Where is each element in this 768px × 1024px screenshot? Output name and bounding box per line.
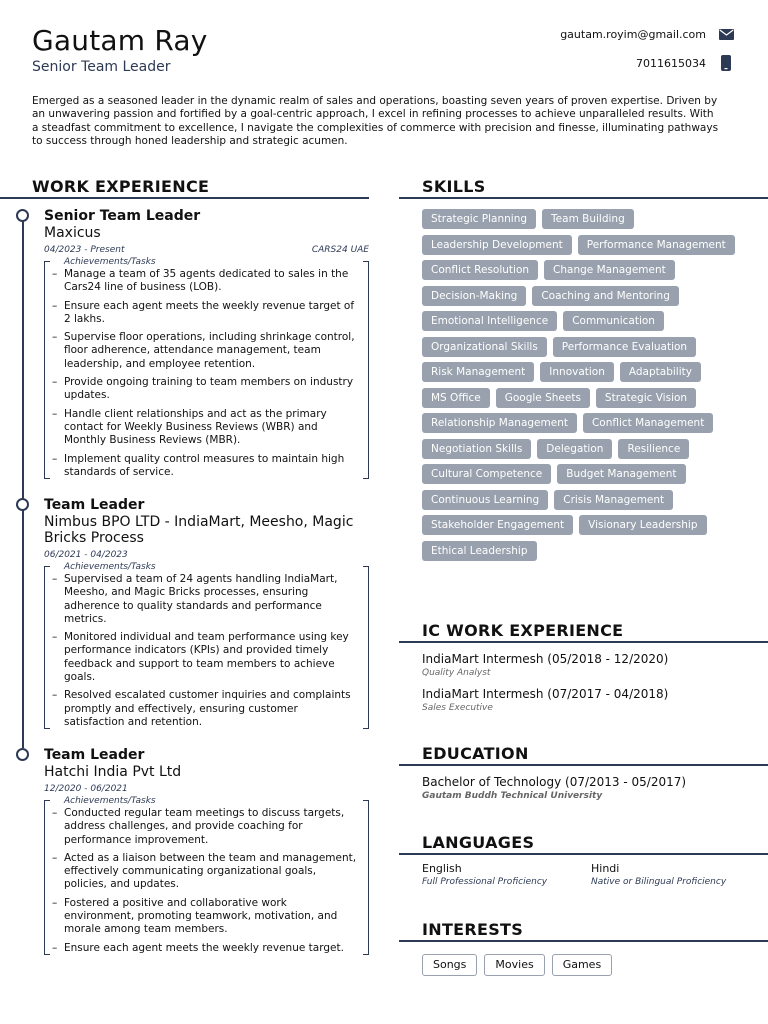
skill-tag: Stakeholder Engagement xyxy=(422,515,573,535)
job-title: Team Leader xyxy=(44,747,145,763)
section-title-skills: SKILLS xyxy=(422,177,486,196)
ic-work-item xyxy=(422,652,752,679)
achievement-item: – Supervised a team of 24 agents handling IndiaMart, Meesho, and Magic Bricks processes, ensuring adherence to quality standards and performance metrics. xyxy=(50,573,357,626)
skill-tag: Change Management xyxy=(544,260,675,280)
interest-tag: Games xyxy=(552,954,612,976)
achievements-box xyxy=(44,257,369,479)
section-divider xyxy=(399,764,768,766)
candidate-name: Gautam Ray xyxy=(32,24,208,57)
achievements-list xyxy=(50,573,357,729)
skill-tag: Continuous Learning xyxy=(422,490,548,510)
timeline-dot xyxy=(16,498,29,511)
section-divider xyxy=(399,197,768,199)
achievements-label: Achievements/Tasks xyxy=(64,796,156,806)
achievement-item: – Implement quality control measures to maintain high standards of service. xyxy=(50,453,357,480)
job-location: CARS24 UAE xyxy=(311,245,369,255)
achievement-item: – Ensure each agent meets the weekly revenue target. xyxy=(50,942,357,955)
interests-list xyxy=(422,954,612,976)
job-dates: 04/2023 - Present xyxy=(44,245,125,255)
ic-work-role: Quality Analyst xyxy=(422,668,491,678)
skill-tag: MS Office xyxy=(422,388,490,408)
timeline-line xyxy=(22,216,24,748)
phone-text[interactable]: 7011615034 xyxy=(636,56,706,70)
degree: Bachelor of Technology (07/2013 - 05/2017) xyxy=(422,775,687,789)
section-title-education: EDUCATION xyxy=(422,744,529,763)
achievement-item: – Resolved escalated customer inquiries and complaints promptly and effectively, ensuring customer satisfaction and retention. xyxy=(50,689,357,729)
achievement-item: – Provide ongoing training to team members on industry updates. xyxy=(50,376,357,403)
language-name: English xyxy=(422,862,462,875)
language-level: Full Professional Proficiency xyxy=(422,877,548,887)
skill-tag: Delegation xyxy=(537,439,612,459)
achievement-item: – Ensure each agent meets the weekly revenue target of 2 lakhs. xyxy=(50,300,357,327)
phone-icon xyxy=(718,55,734,71)
job-meta xyxy=(44,550,369,560)
job-company: Maxicus xyxy=(44,225,101,241)
job-company: Nimbus BPO LTD - IndiaMart, Meesho, Magic Bricks Process xyxy=(44,514,354,546)
achievements-box xyxy=(44,796,369,955)
job-meta xyxy=(44,784,369,794)
school: Gautam Buddh Technical University xyxy=(422,791,603,801)
achievement-item: – Supervise floor operations, including shrinkage control, floor adherence, attendance management, team leadership, and employee retention. xyxy=(50,331,357,371)
ic-work-item xyxy=(422,687,752,714)
achievement-item: – Manage a team of 35 agents dedicated to sales in the Cars24 line of business (LOB). xyxy=(50,268,357,295)
envelope-icon xyxy=(718,26,734,42)
ic-work-title: IndiaMart Intermesh (07/2017 - 04/2018) xyxy=(422,687,669,701)
skill-tag: Adaptability xyxy=(620,362,701,382)
language-item xyxy=(591,862,761,889)
section-divider xyxy=(399,940,768,942)
job-entry xyxy=(44,208,369,484)
skill-tag: Strategic Vision xyxy=(596,388,696,408)
skill-tag: Innovation xyxy=(540,362,614,382)
skill-tag: Emotional Intelligence xyxy=(422,311,557,331)
skill-tag: Organizational Skills xyxy=(422,337,547,357)
skill-tag: Visionary Leadership xyxy=(579,515,706,535)
achievements-label: Achievements/Tasks xyxy=(64,562,156,572)
job-entry xyxy=(44,497,369,734)
skill-tag: Risk Management xyxy=(422,362,534,382)
timeline-dot xyxy=(16,209,29,222)
skill-tag: Cultural Competence xyxy=(422,464,551,484)
skill-tag: Google Sheets xyxy=(496,388,590,408)
achievement-item: – Handle client relationships and act as the primary contact for Weekly Business Reviews (WBR) and Monthly Business Reviews (MBR). xyxy=(50,408,357,448)
skill-tag: Resilience xyxy=(618,439,689,459)
section-title-work: WORK EXPERIENCE xyxy=(32,177,210,196)
skill-tag: Crisis Management xyxy=(554,490,673,510)
ic-work-title: IndiaMart Intermesh (05/2018 - 12/2020) xyxy=(422,652,669,666)
achievements-box xyxy=(44,562,369,729)
section-divider xyxy=(399,641,768,643)
job-company: Hatchi India Pvt Ltd xyxy=(44,764,182,780)
contact-phone[interactable] xyxy=(636,55,734,71)
job-title: Senior Team Leader xyxy=(44,208,201,224)
interest-tag: Movies xyxy=(484,954,544,976)
language-name: Hindi xyxy=(591,862,620,875)
job-title: Team Leader xyxy=(44,497,145,513)
job-dates: 12/2020 - 06/2021 xyxy=(44,784,128,794)
candidate-role: Senior Team Leader xyxy=(32,59,171,75)
skill-tag: Performance Evaluation xyxy=(553,337,696,357)
skill-tag: Conflict Resolution xyxy=(422,260,538,280)
language-item xyxy=(422,862,592,889)
skill-tag: Conflict Management xyxy=(583,413,713,433)
achievement-item: – Conducted regular team meetings to discuss targets, address challenges, and provide coaching for performance improvement. xyxy=(50,807,357,847)
skill-tag: Performance Management xyxy=(578,235,735,255)
achievement-item: – Fostered a positive and collaborative work environment, promoting teamwork, motivation, and morale among team members. xyxy=(50,897,357,937)
section-title-ic-work: IC WORK EXPERIENCE xyxy=(422,621,624,640)
skill-tag: Relationship Management xyxy=(422,413,577,433)
skill-tag: Strategic Planning xyxy=(422,209,536,229)
achievement-item: – Acted as a liaison between the team and management, effectively communicating organizational goals, policies, and updates. xyxy=(50,852,357,892)
language-level: Native or Bilingual Proficiency xyxy=(591,877,727,887)
section-title-languages: LANGUAGES xyxy=(422,833,535,852)
timeline-dot xyxy=(16,748,29,761)
interest-tag: Songs xyxy=(422,954,477,976)
section-title-interests: INTERESTS xyxy=(422,920,524,939)
achievements-label: Achievements/Tasks xyxy=(64,257,156,267)
profile-summary: Emerged as a seasoned leader in the dynamic realm of sales and operations, boasting seven years of proven expertise. Driven by an unwavering passion and fortified by a goal-centric approach, I excel in refining processes to achieve unparalleled results. With a steadfast commitment to excellence, I navigate the complexities of commerce with precision and finesse, illuminating pathways to success through honed leadership and strategic acumen. xyxy=(32,95,719,147)
achievements-list xyxy=(50,268,357,479)
education-item xyxy=(422,775,752,802)
job-dates: 06/2021 - 04/2023 xyxy=(44,550,128,560)
skill-tag: Coaching and Mentoring xyxy=(532,286,679,306)
skill-tag: Team Building xyxy=(542,209,634,229)
job-entry xyxy=(44,747,369,960)
contact-email[interactable] xyxy=(560,26,734,42)
skill-tag: Ethical Leadership xyxy=(422,541,537,561)
skill-tag: Communication xyxy=(563,311,664,331)
email-text[interactable]: gautam.royim@gmail.com xyxy=(560,27,706,41)
achievement-item: – Monitored individual and team performance using key performance indicators (KPIs) and provided timely feedback and support to team members to achieve goals. xyxy=(50,631,357,684)
skill-tag: Negotiation Skills xyxy=(422,439,531,459)
skill-tag: Decision-Making xyxy=(422,286,526,306)
section-divider xyxy=(399,853,768,855)
achievements-list xyxy=(50,807,357,955)
section-divider xyxy=(0,197,369,199)
skills-list xyxy=(422,209,742,561)
skill-tag: Budget Management xyxy=(557,464,685,484)
ic-work-role: Sales Executive xyxy=(422,703,493,713)
skill-tag: Leadership Development xyxy=(422,235,572,255)
job-meta xyxy=(44,245,369,255)
